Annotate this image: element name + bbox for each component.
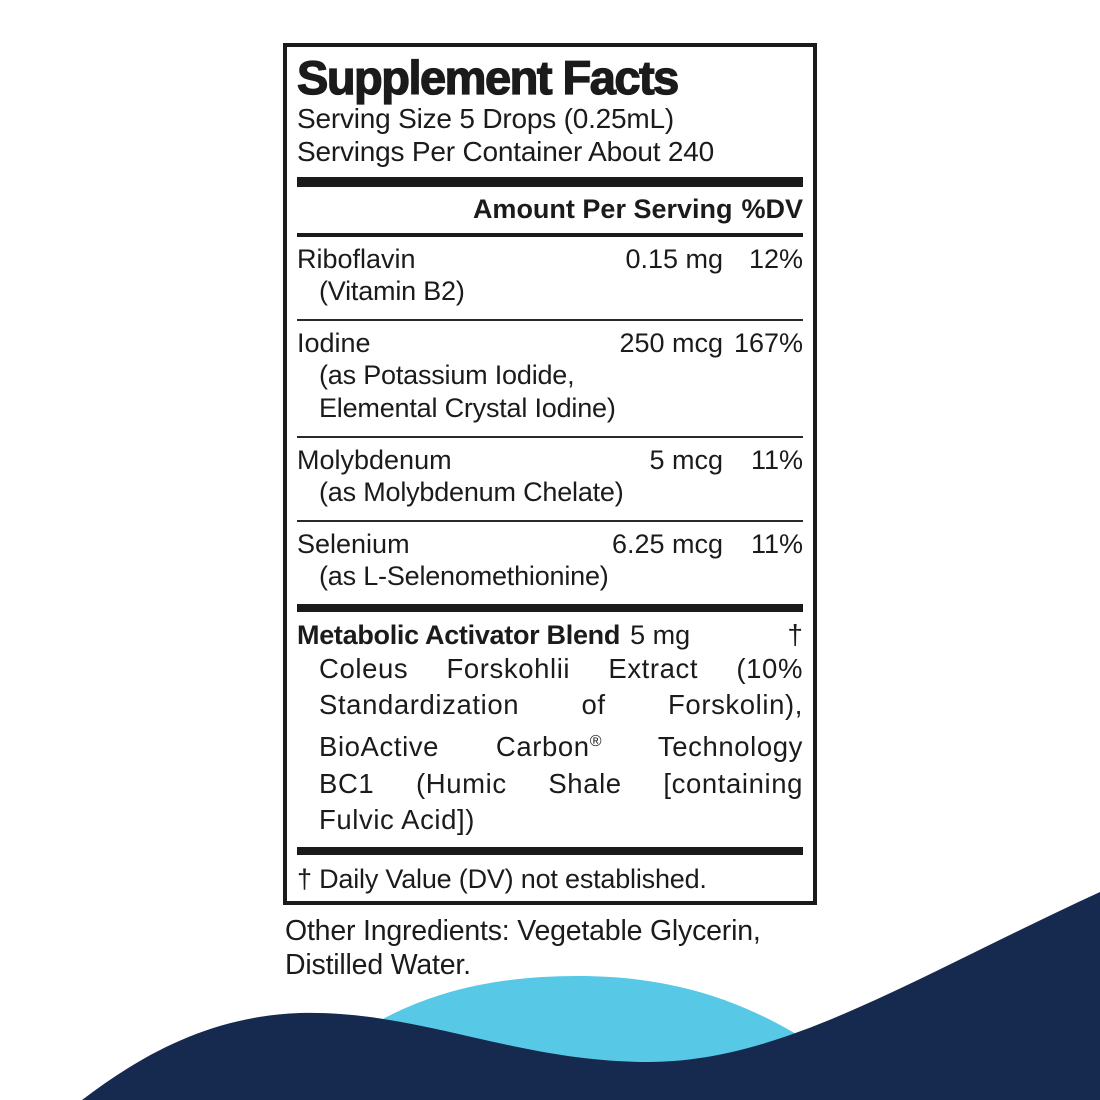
nutrient-dv: 11% [750, 528, 803, 559]
nutrient-name: Iodine [297, 327, 371, 358]
blend-ingredient-line: Coleus Forskohlii Extract (10% [319, 652, 803, 684]
thick-divider-bar [297, 847, 803, 855]
blend-amount: 5 mg [630, 619, 691, 650]
blend-row [297, 612, 803, 847]
nutrient-row-iodine [297, 321, 803, 436]
nutrient-row-riboflavin [297, 237, 803, 319]
amount-per-serving-header: Amount Per Serving [472, 193, 733, 224]
blend-ingredient-line: Standardization of Forskolin), [319, 689, 803, 721]
nutrient-source: Elemental Crystal Iodine) [319, 392, 616, 423]
serving-size: Serving Size 5 Drops (0.25mL) [297, 102, 675, 134]
blend-ingredient-line: BioActive Carbon® Technology [319, 731, 803, 763]
nutrient-source: (Vitamin B2) [319, 275, 465, 306]
column-header-row [297, 187, 803, 233]
nutrient-row-selenium [297, 522, 803, 604]
nutrient-source: (as Molybdenum Chelate) [319, 476, 624, 507]
nutrient-amount: 5 mcg [649, 444, 723, 475]
wave-graphic [0, 870, 1100, 1100]
other-ingredients: Other Ingredients: Vegetable Glycerin, Distilled Water. [285, 915, 761, 981]
supplement-facts-panel [283, 43, 817, 905]
nutrient-source: (as Potassium Iodide, [319, 359, 575, 390]
nutrient-dv: 12% [748, 243, 803, 274]
nutrient-name: Selenium [297, 528, 410, 559]
registered-trademark-symbol: ® [589, 732, 602, 750]
thick-divider-bar [297, 177, 803, 187]
servings-per-container: Servings Per Container About 240 [297, 135, 714, 167]
nutrient-name: Molybdenum [297, 444, 452, 475]
nutrient-row-molybdenum [297, 438, 803, 520]
thick-divider-bar [297, 604, 803, 612]
blend-ingredient-line: Fulvic Acid]) [319, 804, 476, 836]
nutrient-dv: 167% [733, 327, 803, 358]
nutrient-amount: 6.25 mcg [611, 528, 723, 559]
nutrient-name: Riboflavin [297, 243, 416, 274]
panel-title: Supplement Facts [297, 51, 678, 104]
blend-ingredient-line: BC1 (Humic Shale [containing [319, 767, 803, 799]
nutrient-dv: 11% [750, 444, 803, 475]
nutrient-amount: 250 mcg [619, 327, 723, 358]
dv-footnote: † Daily Value (DV) not established. [297, 863, 707, 894]
nutrient-amount: 0.15 mg [625, 243, 723, 274]
nutrient-source: (as L-Selenomethionine) [319, 560, 609, 591]
decorative-waves [0, 870, 1100, 1100]
percent-dv-header: %DV [741, 193, 803, 224]
blend-dv-dagger: † [787, 618, 803, 650]
blend-name: Metabolic Activator Blend [297, 619, 621, 650]
